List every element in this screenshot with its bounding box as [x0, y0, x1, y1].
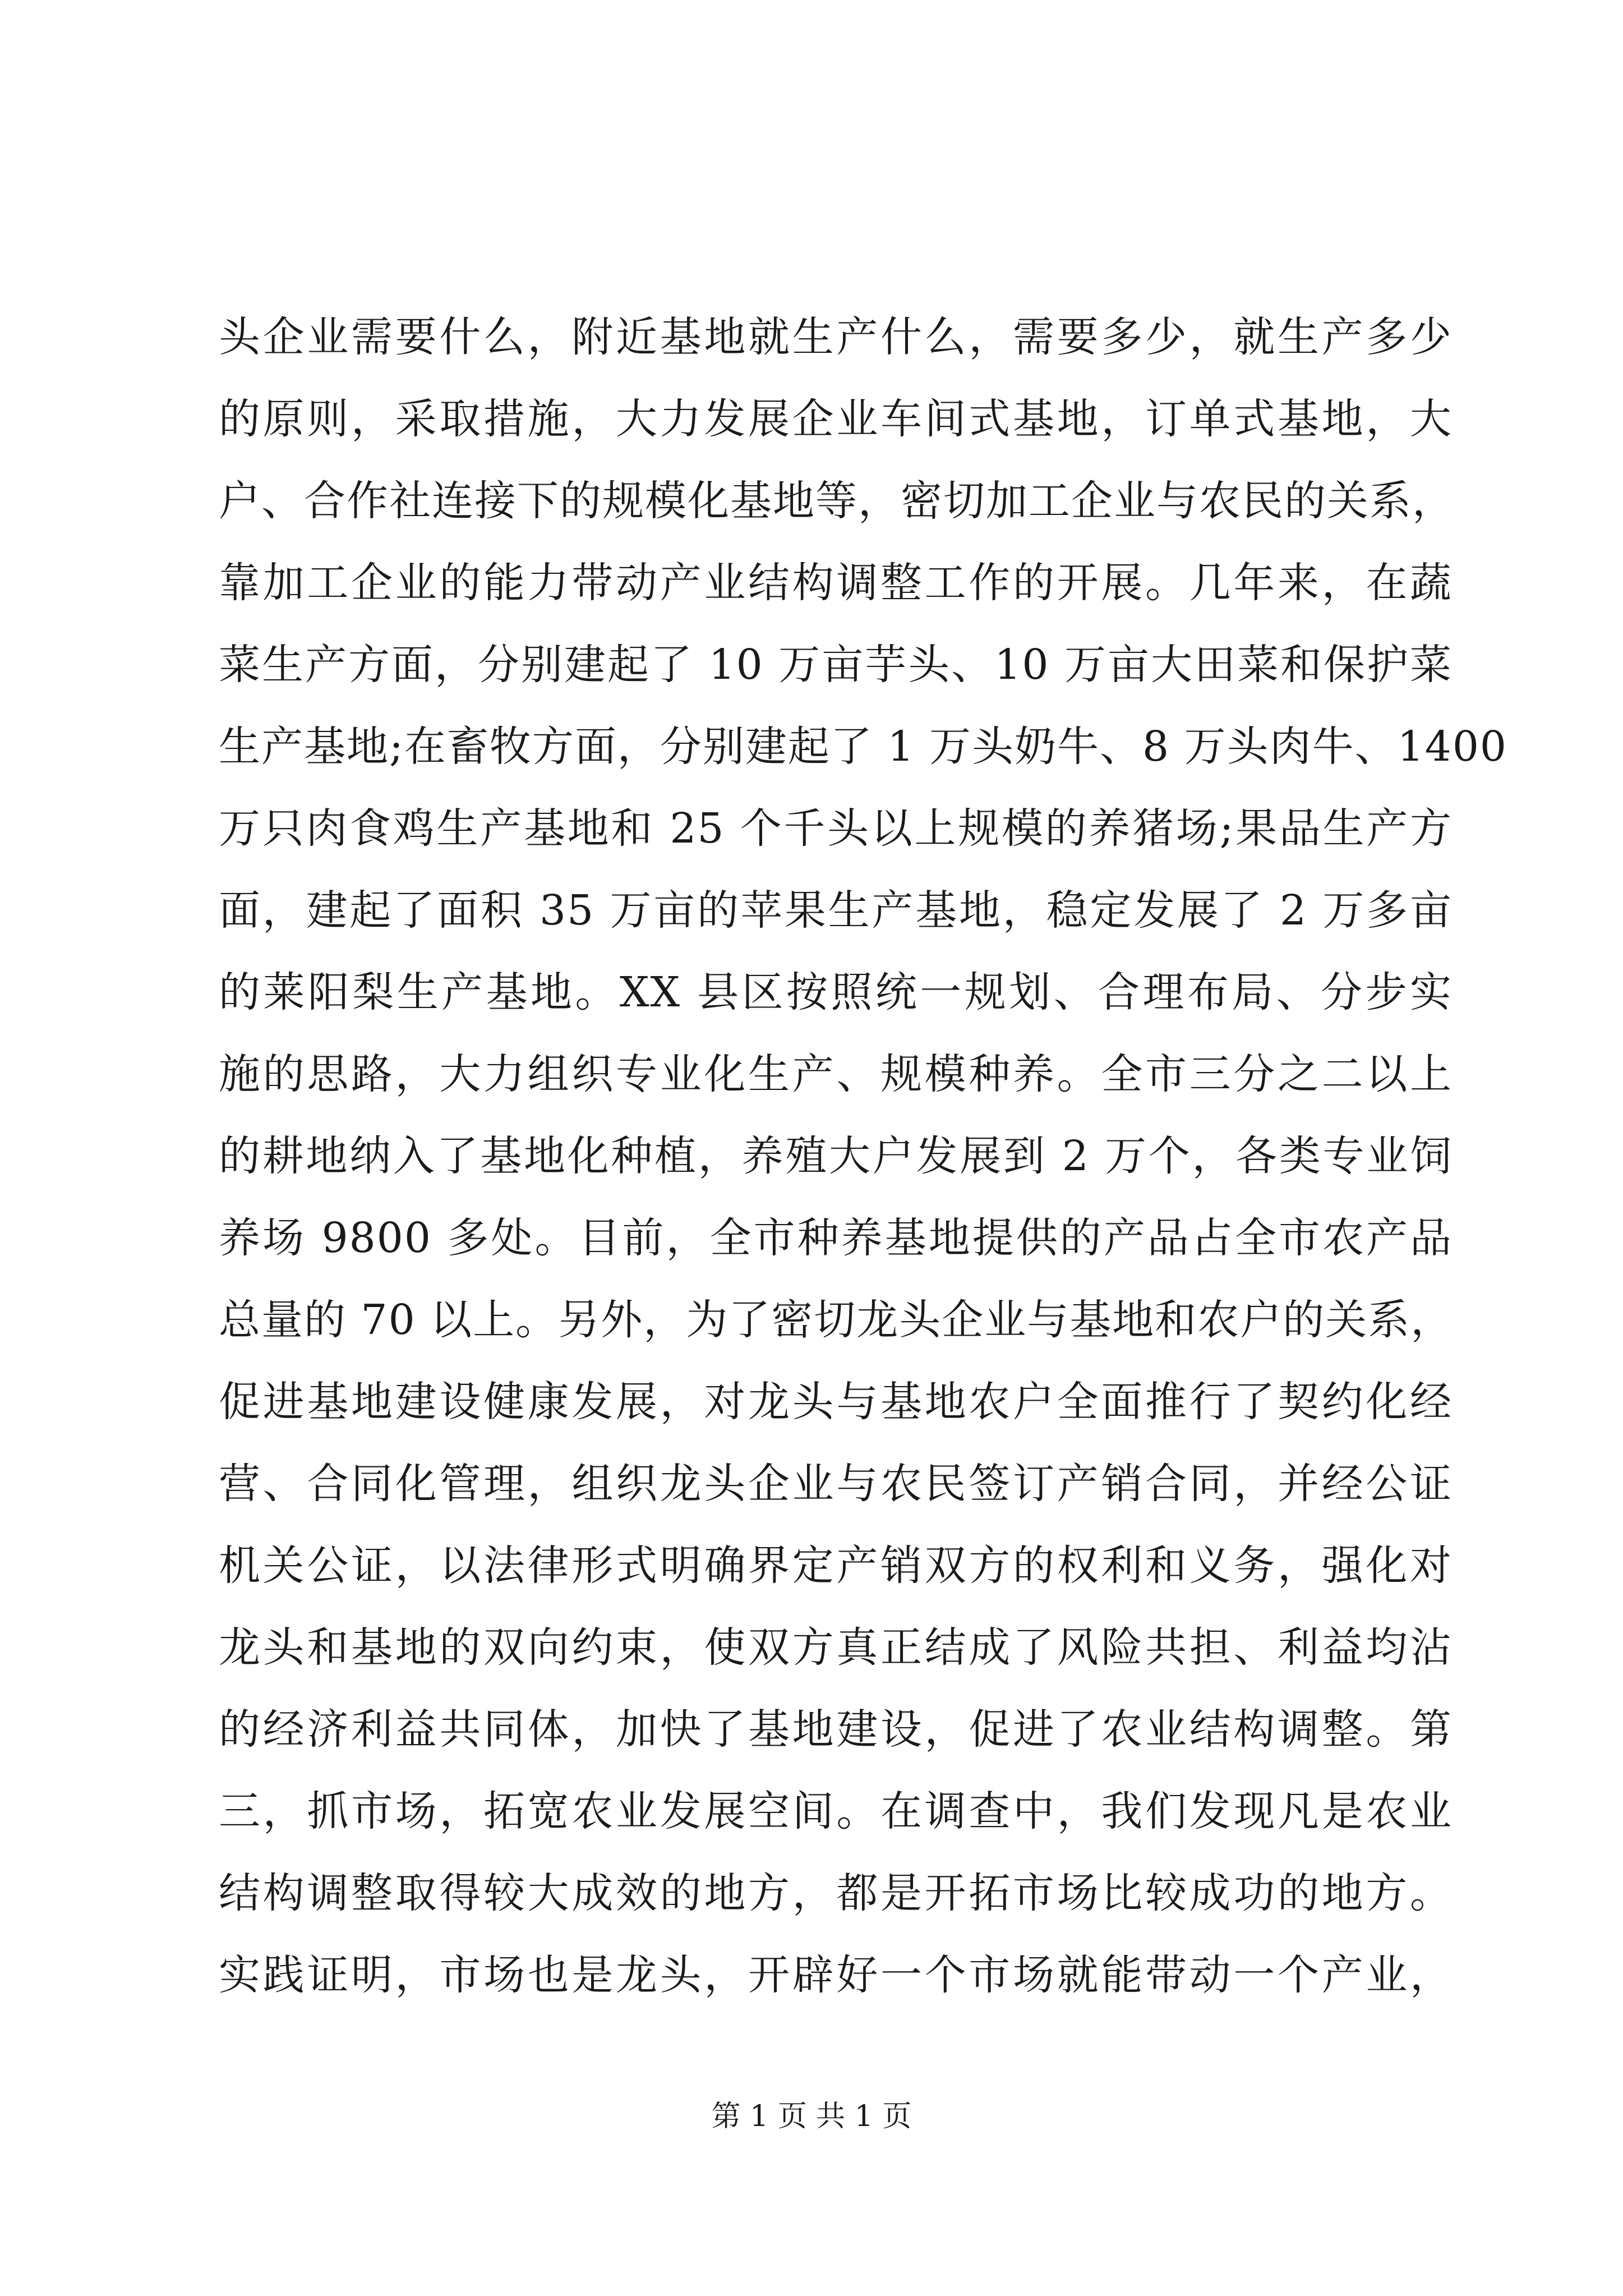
text-line: 结构调整取得较大成效的地方，都是开拓市场比较成功的地方。	[219, 1869, 1453, 1917]
text-line: 靠加工企业的能力带动产业结构调整工作的开展。几年来，在蔬	[219, 559, 1453, 607]
text-line: 的莱阳梨生产基地。XX 县区按照统一规划、合理布局、分步实	[219, 968, 1453, 1016]
text-line: 的耕地纳入了基地化种植，养殖大户发展到 2 万个，各类专业饲	[219, 1132, 1453, 1180]
text-line: 实践证明，市场也是龙头，开辟好一个市场就能带动一个产业，	[219, 1951, 1453, 1999]
text-line: 面，建起了面积 35 万亩的苹果生产基地，稳定发展了 2 万多亩	[219, 886, 1453, 935]
text-line: 头企业需要什么，附近基地就生产什么，需要多少，就生产多少	[219, 313, 1453, 361]
text-line: 促进基地建设健康发展，对龙头与基地农户全面推行了契约化经	[219, 1378, 1453, 1426]
text-line: 生产基地;在畜牧方面，分别建起了 1 万头奶牛、8 万头肉牛、1400	[219, 723, 1507, 771]
text-line: 养场 9800 多处。目前，全市种养基地提供的产品占全市农产品	[219, 1214, 1453, 1262]
text-line: 机关公证，以法律形式明确界定产销双方的权利和义务，强化对	[219, 1542, 1453, 1590]
text-line: 万只肉食鸡生产基地和 25 个千头以上规模的养猪场;果品生产方	[219, 804, 1453, 853]
text-line: 的原则，采取措施，大力发展企业车间式基地，订单式基地，大	[219, 395, 1453, 443]
text-line: 菜生产方面，分别建起了 10 万亩芋头、10 万亩大田菜和保护菜	[219, 641, 1453, 689]
page-number-footer: 第 1 页 共 1 页	[711, 2100, 912, 2133]
text-line: 施的思路，大力组织专业化生产、规模种养。全市三分之二以上	[219, 1050, 1453, 1098]
text-line: 龙头和基地的双向约束，使双方真正结成了风险共担、利益均沾	[219, 1623, 1453, 1672]
text-line: 营、合同化管理，组织龙头企业与农民签订产销合同，并经公证	[219, 1460, 1453, 1508]
text-line: 户、合作社连接下的规模化基地等，密切加工企业与农民的关系，	[219, 477, 1455, 525]
text-line: 三，抓市场，拓宽农业发展空间。在调查中，我们发现凡是农业	[219, 1787, 1453, 1835]
text-line: 的经济利益共同体，加快了基地建设，促进了农业结构调整。第	[219, 1705, 1453, 1754]
body-paragraph	[219, 296, 1507, 2016]
text-line: 总量的 70 以上。另外，为了密切龙头企业与基地和农户的关系，	[219, 1296, 1454, 1344]
